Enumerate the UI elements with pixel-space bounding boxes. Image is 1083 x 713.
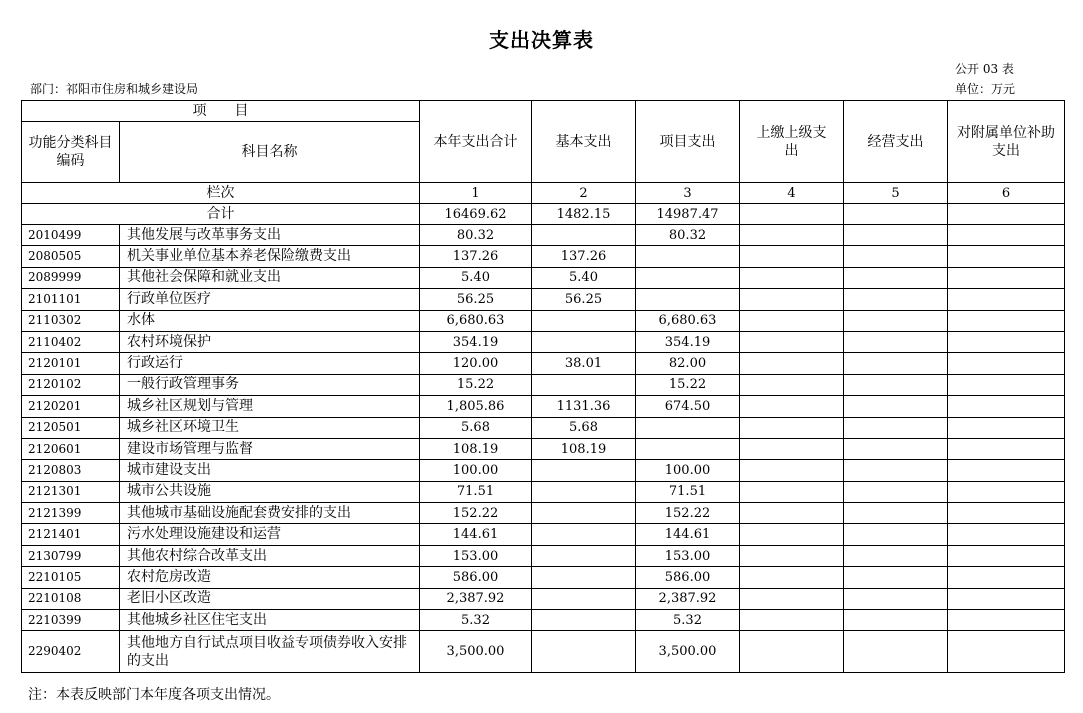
row-project <box>636 267 740 288</box>
row-project: 6,680.63 <box>636 310 740 331</box>
table-row <box>22 267 1065 288</box>
row-upper <box>740 417 844 438</box>
row-upper <box>740 246 844 267</box>
row-subsidy <box>948 631 1065 673</box>
row-name: 其他发展与改革事务支出 <box>120 225 420 246</box>
row-upper <box>740 610 844 631</box>
row-upper <box>740 524 844 545</box>
row-project: 144.61 <box>636 524 740 545</box>
row-name: 农村危房改造 <box>120 567 420 588</box>
header-code: 功能分类科目编码 <box>22 122 120 183</box>
form-number: 公开 03 表 <box>955 62 1014 76</box>
row-subsidy <box>948 567 1065 588</box>
row-subsidy <box>948 481 1065 502</box>
row-subsidy <box>948 588 1065 609</box>
row-total: 56.25 <box>420 289 532 310</box>
row-basic: 56.25 <box>532 289 636 310</box>
row-subsidy <box>948 289 1065 310</box>
table-row <box>22 417 1065 438</box>
row-code: 2210399 <box>22 610 120 631</box>
row-total: 80.32 <box>420 225 532 246</box>
row-project: 152.22 <box>636 503 740 524</box>
table-row <box>22 353 1065 374</box>
row-code: 2121401 <box>22 524 120 545</box>
row-upper <box>740 545 844 566</box>
row-subsidy <box>948 353 1065 374</box>
row-basic <box>532 631 636 673</box>
row-basic <box>532 460 636 481</box>
row-upper <box>740 481 844 502</box>
row-name: 城市建设支出 <box>120 460 420 481</box>
row-code: 2089999 <box>22 267 120 288</box>
column-number-label: 栏次 <box>22 183 420 204</box>
row-business <box>844 481 948 502</box>
row-total: 6,680.63 <box>420 310 532 331</box>
table-row <box>22 438 1065 459</box>
row-name: 行政运行 <box>120 353 420 374</box>
row-business <box>844 588 948 609</box>
row-total: 137.26 <box>420 246 532 267</box>
row-name: 行政单位医疗 <box>120 289 420 310</box>
expenditure-table <box>21 100 1065 673</box>
row-subsidy <box>948 225 1065 246</box>
table-row <box>22 225 1065 246</box>
row-basic <box>532 503 636 524</box>
table-row <box>22 481 1065 502</box>
row-code: 2120201 <box>22 396 120 417</box>
row-business <box>844 417 948 438</box>
row-total: 5.32 <box>420 610 532 631</box>
table-row <box>22 374 1065 395</box>
row-total: 5.68 <box>420 417 532 438</box>
row-code: 2110302 <box>22 310 120 331</box>
row-name: 城乡社区规划与管理 <box>120 396 420 417</box>
row-business <box>844 289 948 310</box>
row-name: 其他城乡社区住宅支出 <box>120 610 420 631</box>
row-project: 15.22 <box>636 374 740 395</box>
row-project: 82.00 <box>636 353 740 374</box>
row-business <box>844 460 948 481</box>
row-subsidy <box>948 417 1065 438</box>
header-basic: 基本支出 <box>532 101 636 183</box>
row-total: 153.00 <box>420 545 532 566</box>
row-total: 3,500.00 <box>420 631 532 673</box>
row-business <box>844 396 948 417</box>
summary-business <box>844 204 948 225</box>
row-name: 其他农村综合改革支出 <box>120 545 420 566</box>
summary-subsidy <box>948 204 1065 225</box>
row-basic: 137.26 <box>532 246 636 267</box>
row-basic: 5.68 <box>532 417 636 438</box>
row-business <box>844 524 948 545</box>
row-name: 农村环境保护 <box>120 331 420 352</box>
row-business <box>844 438 948 459</box>
row-total: 354.19 <box>420 331 532 352</box>
row-basic: 5.40 <box>532 267 636 288</box>
table-row <box>22 610 1065 631</box>
row-code: 2290402 <box>22 631 120 673</box>
row-total: 152.22 <box>420 503 532 524</box>
row-code: 2080505 <box>22 246 120 267</box>
row-name: 一般行政管理事务 <box>120 374 420 395</box>
row-name: 老旧小区改造 <box>120 588 420 609</box>
row-project: 586.00 <box>636 567 740 588</box>
row-subsidy <box>948 610 1065 631</box>
row-subsidy <box>948 331 1065 352</box>
summary-total: 16469.62 <box>420 204 532 225</box>
footnote: 注：本表反映部门本年度各项支出情况。 <box>28 687 280 703</box>
row-name: 机关事业单位基本养老保险缴费支出 <box>120 246 420 267</box>
row-upper <box>740 267 844 288</box>
row-subsidy <box>948 503 1065 524</box>
row-total: 144.61 <box>420 524 532 545</box>
row-project: 153.00 <box>636 545 740 566</box>
row-business <box>844 631 948 673</box>
table-row <box>22 331 1065 352</box>
row-total: 586.00 <box>420 567 532 588</box>
row-project: 3,500.00 <box>636 631 740 673</box>
row-code: 2120501 <box>22 417 120 438</box>
row-name: 其他城市基础设施配套费安排的支出 <box>120 503 420 524</box>
unit-label: 单位：万元 <box>955 82 1016 96</box>
row-basic <box>532 545 636 566</box>
row-total: 5.40 <box>420 267 532 288</box>
column-number-2: 2 <box>532 183 636 204</box>
row-total: 71.51 <box>420 481 532 502</box>
row-name: 其他地方自行试点项目收益专项债券收入安排的支出 <box>120 631 420 673</box>
table-row <box>22 567 1065 588</box>
header-name: 科目名称 <box>120 122 420 183</box>
row-business <box>844 610 948 631</box>
summary-upper <box>740 204 844 225</box>
row-code: 2210105 <box>22 567 120 588</box>
row-business <box>844 567 948 588</box>
row-business <box>844 225 948 246</box>
row-business <box>844 331 948 352</box>
table-row <box>22 588 1065 609</box>
row-basic <box>532 567 636 588</box>
row-project <box>636 417 740 438</box>
row-business <box>844 374 948 395</box>
row-basic: 108.19 <box>532 438 636 459</box>
row-business <box>844 267 948 288</box>
row-basic <box>532 588 636 609</box>
header-total: 本年支出合计 <box>420 101 532 183</box>
row-code: 2110402 <box>22 331 120 352</box>
row-total: 120.00 <box>420 353 532 374</box>
row-name: 城市公共设施 <box>120 481 420 502</box>
summary-project: 14987.47 <box>636 204 740 225</box>
table-row <box>22 289 1065 310</box>
row-upper <box>740 567 844 588</box>
row-basic <box>532 331 636 352</box>
column-number-1: 1 <box>420 183 532 204</box>
row-upper <box>740 460 844 481</box>
row-code: 2130799 <box>22 545 120 566</box>
header-item: 项 目 <box>22 101 420 122</box>
row-upper <box>740 310 844 331</box>
row-total: 100.00 <box>420 460 532 481</box>
row-subsidy <box>948 438 1065 459</box>
row-name: 建设市场管理与监督 <box>120 438 420 459</box>
row-business <box>844 545 948 566</box>
row-code: 2120601 <box>22 438 120 459</box>
row-project: 80.32 <box>636 225 740 246</box>
row-subsidy <box>948 374 1065 395</box>
row-project <box>636 246 740 267</box>
header-business: 经营支出 <box>844 101 948 183</box>
row-business <box>844 246 948 267</box>
row-name: 污水处理设施建设和运营 <box>120 524 420 545</box>
row-subsidy <box>948 524 1065 545</box>
row-code: 2101101 <box>22 289 120 310</box>
table-row <box>22 460 1065 481</box>
column-number-4: 4 <box>740 183 844 204</box>
row-project: 354.19 <box>636 331 740 352</box>
row-subsidy <box>948 460 1065 481</box>
row-subsidy <box>948 310 1065 331</box>
table-row <box>22 631 1065 673</box>
row-total: 2,387.92 <box>420 588 532 609</box>
header-upper: 上缴上级支出 <box>740 101 844 183</box>
row-code: 2010499 <box>22 225 120 246</box>
table-row <box>22 524 1065 545</box>
row-name: 其他社会保障和就业支出 <box>120 267 420 288</box>
row-upper <box>740 438 844 459</box>
row-code: 2120101 <box>22 353 120 374</box>
row-project <box>636 438 740 459</box>
row-business <box>844 310 948 331</box>
row-code: 2120102 <box>22 374 120 395</box>
row-project: 71.51 <box>636 481 740 502</box>
row-code: 2120803 <box>22 460 120 481</box>
page-title: 支出决算表 <box>489 28 594 52</box>
table-row <box>22 545 1065 566</box>
row-project: 5.32 <box>636 610 740 631</box>
row-project: 674.50 <box>636 396 740 417</box>
row-code: 2210108 <box>22 588 120 609</box>
row-upper <box>740 631 844 673</box>
row-upper <box>740 353 844 374</box>
row-upper <box>740 225 844 246</box>
row-code: 2121301 <box>22 481 120 502</box>
header-subsidy: 对附属单位补助支出 <box>948 101 1065 183</box>
row-total: 108.19 <box>420 438 532 459</box>
column-number-6: 6 <box>948 183 1065 204</box>
header-project: 项目支出 <box>636 101 740 183</box>
summary-label: 合计 <box>22 204 420 225</box>
row-name: 水体 <box>120 310 420 331</box>
row-basic <box>532 225 636 246</box>
row-basic <box>532 374 636 395</box>
row-total: 1,805.86 <box>420 396 532 417</box>
row-project: 100.00 <box>636 460 740 481</box>
table-row <box>22 503 1065 524</box>
row-subsidy <box>948 246 1065 267</box>
department-label: 部门：祁阳市住房和城乡建设局 <box>30 82 199 96</box>
row-upper <box>740 289 844 310</box>
row-subsidy <box>948 396 1065 417</box>
row-project: 2,387.92 <box>636 588 740 609</box>
row-total: 15.22 <box>420 374 532 395</box>
row-basic: 38.01 <box>532 353 636 374</box>
row-code: 2121399 <box>22 503 120 524</box>
column-number-3: 3 <box>636 183 740 204</box>
row-name: 城乡社区环境卫生 <box>120 417 420 438</box>
row-basic <box>532 481 636 502</box>
row-subsidy <box>948 545 1065 566</box>
table-row <box>22 310 1065 331</box>
summary-basic: 1482.15 <box>532 204 636 225</box>
row-upper <box>740 396 844 417</box>
row-business <box>844 353 948 374</box>
table-row <box>22 246 1065 267</box>
row-basic: 1131.36 <box>532 396 636 417</box>
row-basic <box>532 610 636 631</box>
row-upper <box>740 503 844 524</box>
row-business <box>844 503 948 524</box>
table-row <box>22 396 1065 417</box>
row-basic <box>532 524 636 545</box>
row-subsidy <box>948 267 1065 288</box>
row-project <box>636 289 740 310</box>
row-basic <box>532 310 636 331</box>
column-number-5: 5 <box>844 183 948 204</box>
row-upper <box>740 331 844 352</box>
row-upper <box>740 374 844 395</box>
row-upper <box>740 588 844 609</box>
